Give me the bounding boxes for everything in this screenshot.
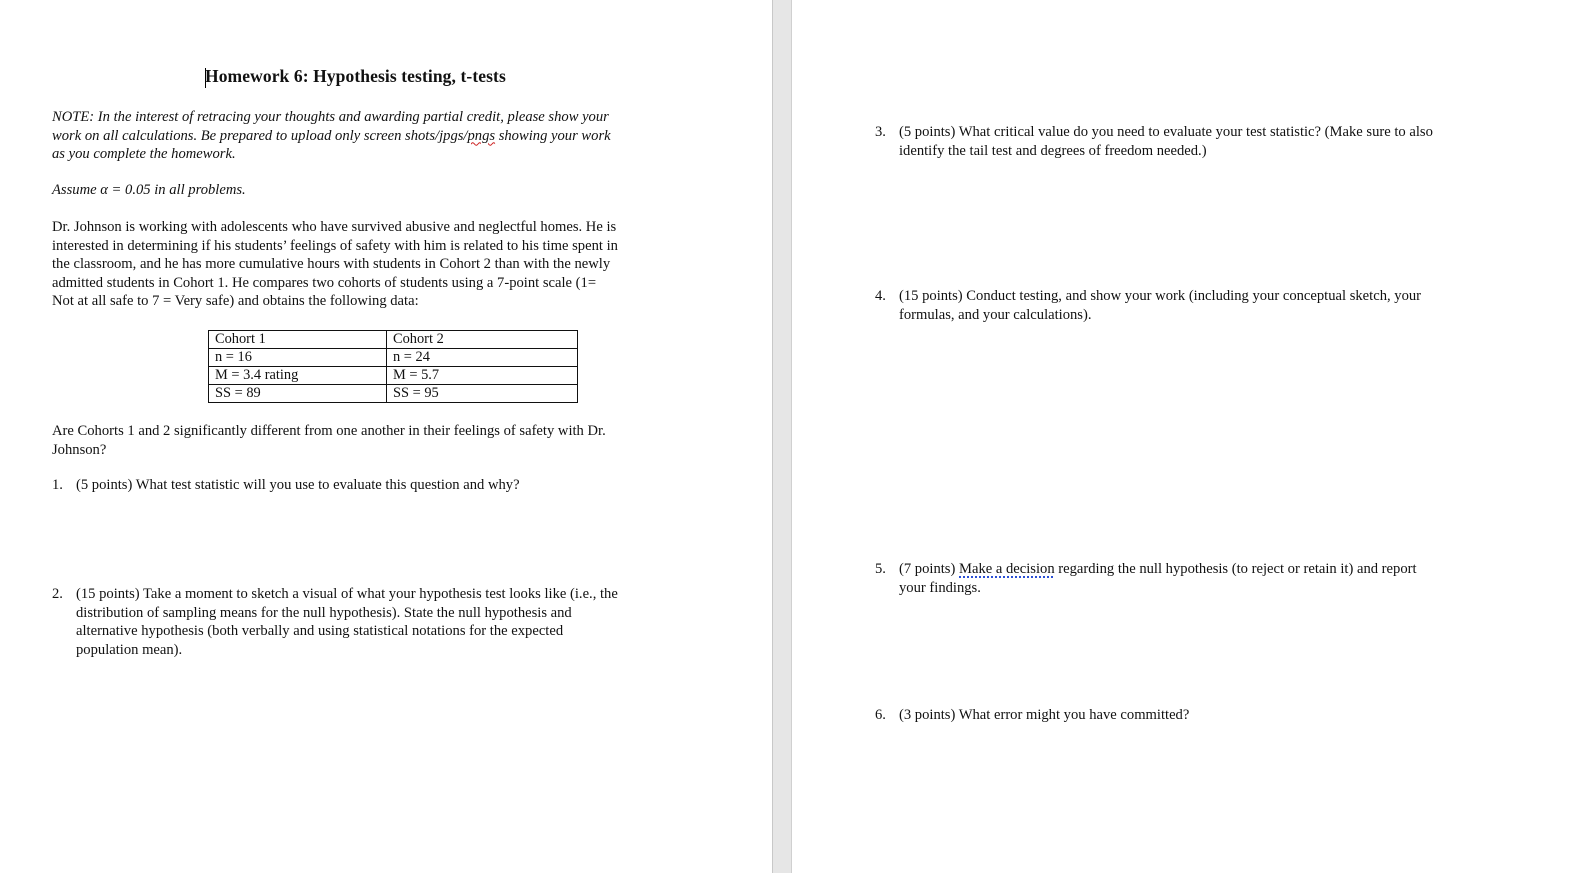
question-number: 3. [875,124,886,140]
question-text [899,287,1569,324]
question-line: (15 points) Take a moment to sketch a visual of what your hypothesis test looks like (i.e., the [76,586,618,602]
question-number: 2. [52,586,63,602]
table-row [209,331,578,349]
question-number: 6. [875,707,886,723]
table-cell[interactable]: SS = 89 [209,385,387,403]
table-cell[interactable]: n = 24 [387,349,578,367]
document-page-left [0,0,772,873]
question-line: (7 points) Make a decision regarding the null hypothesis (to reject or retain it) and report [899,561,1417,577]
question-intro-line: Johnson? [52,441,107,458]
question-line: (15 points) Conduct testing, and show your work (including your conceptual sketch, your [899,288,1422,304]
table-cell[interactable]: M = 3.4 rating [209,367,387,385]
table-cell[interactable]: Cohort 2 [387,331,578,349]
question-text [76,585,686,659]
question-number: 1. [52,477,63,493]
table-cell[interactable]: M = 5.7 [387,367,578,385]
scenario-line: the classroom, and he has more cumulative hours with students in Cohort 2 than with the newly [52,256,611,272]
scenario-paragraph[interactable] [52,218,682,311]
question-line: population mean). [76,641,183,658]
question-text [899,123,1569,160]
question-text [899,706,1569,725]
question-line: (5 points) What test statistic will you use to evaluate this question and why? [76,477,520,493]
table-row [209,385,578,403]
table-cell[interactable]: SS = 95 [387,385,578,403]
scenario-line: Dr. Johnson is working with adolescents who have survived abusive and neglectful homes. He is [52,219,617,235]
question-number: 5. [875,561,886,577]
page-gutter [772,0,792,873]
document-page-right [792,0,1587,873]
table-cell[interactable]: Cohort 1 [209,331,387,349]
question-line: distribution of sampling means for the null hypothesis). State the null hypothesis and [76,604,572,621]
question-line: formulas, and your calculations). [899,306,1092,323]
question-line: (3 points) What error might you have committed? [899,707,1190,723]
grammar-flagged-phrase[interactable]: Make a decision [959,561,1055,577]
note-line: as you complete the homework. [52,146,236,162]
note-paragraph[interactable] [52,108,682,164]
question-text [76,476,686,495]
question-number: 4. [875,288,886,304]
question-text [899,560,1569,597]
table-row [209,349,578,367]
alpha-assumption[interactable]: Assume α = 0.05 in all problems. [52,182,246,198]
question-line: your findings. [899,579,981,596]
table-row [209,367,578,385]
note-line: work on all calculations. Be prepared to upload only screen shots/jpgs/pngs showing your work [52,127,611,144]
misspelled-word[interactable]: pngs [467,127,496,144]
table-cell[interactable]: n = 16 [209,349,387,367]
question-intro-line: Are Cohorts 1 and 2 significantly different from one another in their feelings of safety with Dr. [52,423,606,439]
cohort-data-table[interactable] [208,330,578,403]
question-line: (5 points) What critical value do you need to evaluate your test statistic? (Make sure to also [899,124,1433,140]
note-line: NOTE: In the interest of retracing your thoughts and awarding partial credit, please show your [52,109,609,125]
scenario-line: admitted students in Cohort 1. He compares two cohorts of students using a 7-point scale (1= [52,274,597,291]
question-line: alternative hypothesis (both verbally and using statistical notations for the expected [76,623,564,639]
scenario-line: interested in determining if his students’ feelings of safety with him is related to his time spent in [52,237,618,254]
document-title[interactable]: Homework 6: Hypothesis testing, t-tests [205,66,506,86]
research-question[interactable] [52,422,682,459]
question-line: identify the tail test and degrees of freedom needed.) [899,142,1207,159]
scenario-line: Not at all safe to 7 = Very safe) and obtains the following data: [52,293,419,309]
